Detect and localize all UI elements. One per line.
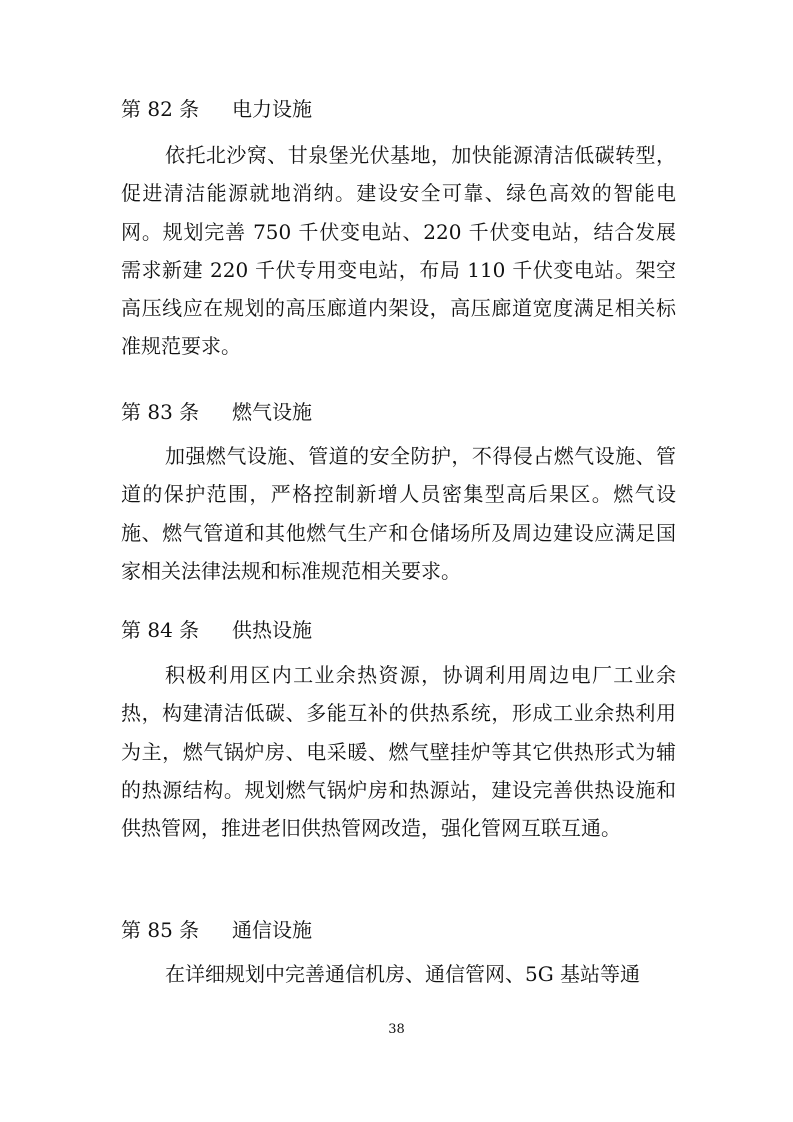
article-number: 第 83 条 <box>121 400 200 424</box>
article-paragraph: 依托北沙窝、甘泉堡光伏基地，加快能源清洁低碳转型，促进清洁能源就地消纳。建设安全可靠、绿色高效的智能电网。规划完善 750 千伏变电站、220 千伏变电站，结合发展需求新建 220 千伏专用变电站，布局 110 千伏变电站。架空高压线应在规划的高压廊道内架设，高压廊道宽度满足相关标准规范要求。 <box>121 143 676 359</box>
page-number: 38 <box>388 1022 405 1037</box>
article-paragraph: 在详细规划中完善通信机房、通信管网、5G 基站等通 <box>165 962 641 986</box>
article-title: 燃气设施 <box>232 400 312 424</box>
article-paragraph: 积极利用区内工业余热资源，协调利用周边电厂工业余热，构建清洁低碳、多能互补的供热系统，形成工业余热利用为主，燃气锅炉房、电采暖、燃气壁挂炉等其它供热形式为辅的热源结构。规划燃气锅炉房和热源站，建设完善供热设施和供热管网，推进老旧供热管网改造，强化管网互联互通。 <box>121 663 676 841</box>
article-title: 电力设施 <box>232 97 312 121</box>
article-title: 供热设施 <box>232 618 312 642</box>
article-number: 第 82 条 <box>121 97 200 121</box>
article-paragraph: 加强燃气设施、管道的安全防护，不得侵占燃气设施、管道的保护范围，严格控制新增人员密集型高后果区。燃气设施、燃气管道和其他燃气生产和仓储场所及周边建设应满足国家相关法律法规和标准规范相关要求。 <box>121 444 676 583</box>
article-heading <box>121 94 312 124</box>
article-number: 第 85 条 <box>121 918 200 942</box>
article-number: 第 84 条 <box>121 618 200 642</box>
article-heading <box>121 615 312 645</box>
article-heading <box>121 397 312 427</box>
article-title: 通信设施 <box>232 918 312 942</box>
article-heading <box>121 915 312 945</box>
